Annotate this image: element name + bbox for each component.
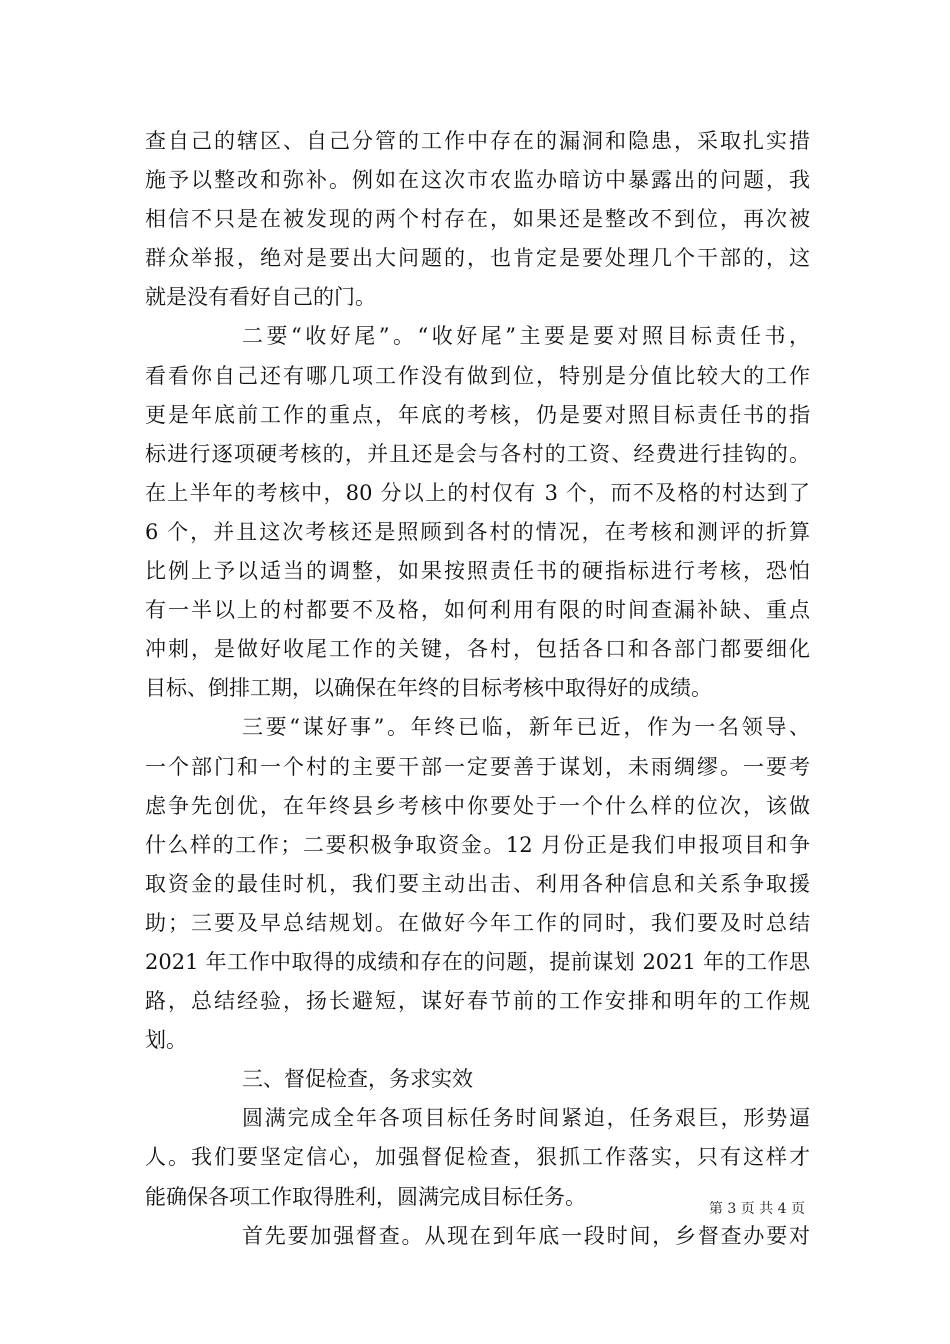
text-line: 人。我们要坚定信心，加强督促检查，狠抓工作落实，只有这样才 [145, 1145, 810, 1170]
text-line: 群众举报，绝对是要出大问题的，也肯定是要处理几个干部的，这 [145, 246, 810, 271]
text-line: 三要“谋好事”。年终已临，新年已近，作为一名领导、 [242, 715, 810, 740]
text-line: 什么样的工作；二要积极争取资金。12 月份正是我们申报项目和争 [145, 832, 810, 857]
text-line: 划。 [145, 1028, 187, 1053]
text-line: 相信不只是在被发现的两个村存在，如果还是整改不到位，再次被 [145, 207, 810, 232]
text-line: 三、督促检查，务求实效 [242, 1067, 473, 1092]
text-line: 就是没有看好自己的门。 [145, 285, 376, 310]
text-line: 2021 年工作中取得的成绩和存在的问题，提前谋划 2021 年的工作思 [145, 949, 810, 974]
text-line: 能确保各项工作取得胜利，圆满完成目标任务。 [145, 1184, 586, 1209]
text-line: 有一半以上的村都要不及格，如何利用有限的时间查漏补缺、重点 [145, 598, 810, 623]
text-line: 目标、倒排工期，以确保在年终的目标考核中取得好的成绩。 [145, 676, 712, 701]
text-line: 圆满完成全年各项目标任务时间紧迫，任务艰巨，形势逼 [242, 1106, 810, 1131]
text-line: 一个部门和一个村的主要干部一定要善于谋划，未雨绸缪。一要考 [145, 754, 810, 779]
text-line: 施予以整改和弥补。例如在这次市农监办暗访中暴露出的问题，我 [145, 168, 810, 193]
document-body [145, 122, 810, 1256]
text-line: 冲刺，是做好收尾工作的关键，各村，包括各口和各部门都要细化 [145, 637, 810, 662]
text-line: 比例上予以适当的调整，如果按照责任书的硬指标进行考核，恐怕 [145, 559, 810, 584]
text-line: 在上半年的考核中，80 分以上的村仅有 3 个，而不及格的村达到了 [145, 480, 810, 505]
text-line: 取资金的最佳时机，我们要主动出击、利用各种信息和关系争取援 [145, 871, 810, 896]
text-line: 助；三要及早总结规划。在做好今年工作的同时，我们要及时总结 [145, 910, 810, 935]
page-number: 第 3 页 共 4 页 [708, 1201, 805, 1217]
text-line: 二要“收好尾”。“收好尾”主要是要对照目标责任书， [242, 324, 810, 349]
text-line: 查自己的辖区、自己分管的工作中存在的漏洞和隐患，采取扎实措 [145, 129, 810, 153]
text-line: 首先要加强督查。从现在到年底一段时间，乡督查办要对 [242, 1223, 810, 1248]
text-line: 更是年底前工作的重点，年底的考核，仍是要对照目标责任书的指 [145, 402, 810, 427]
text-line: 6 个，并且这次考核还是照顾到各村的情况，在考核和测评的折算 [145, 519, 810, 544]
text-line: 虑争先创优，在年终县乡考核中你要处于一个什么样的位次，该做 [145, 793, 810, 818]
text-line: 看看你自己还有哪几项工作没有做到位，特别是分值比较大的工作 [145, 363, 810, 388]
text-line: 标进行逐项硬考核的，并且还是会与各村的工资、经费进行挂钩的。 [145, 441, 810, 466]
text-line: 路，总结经验，扬长避短，谋好春节前的工作安排和明年的工作规 [145, 989, 810, 1014]
